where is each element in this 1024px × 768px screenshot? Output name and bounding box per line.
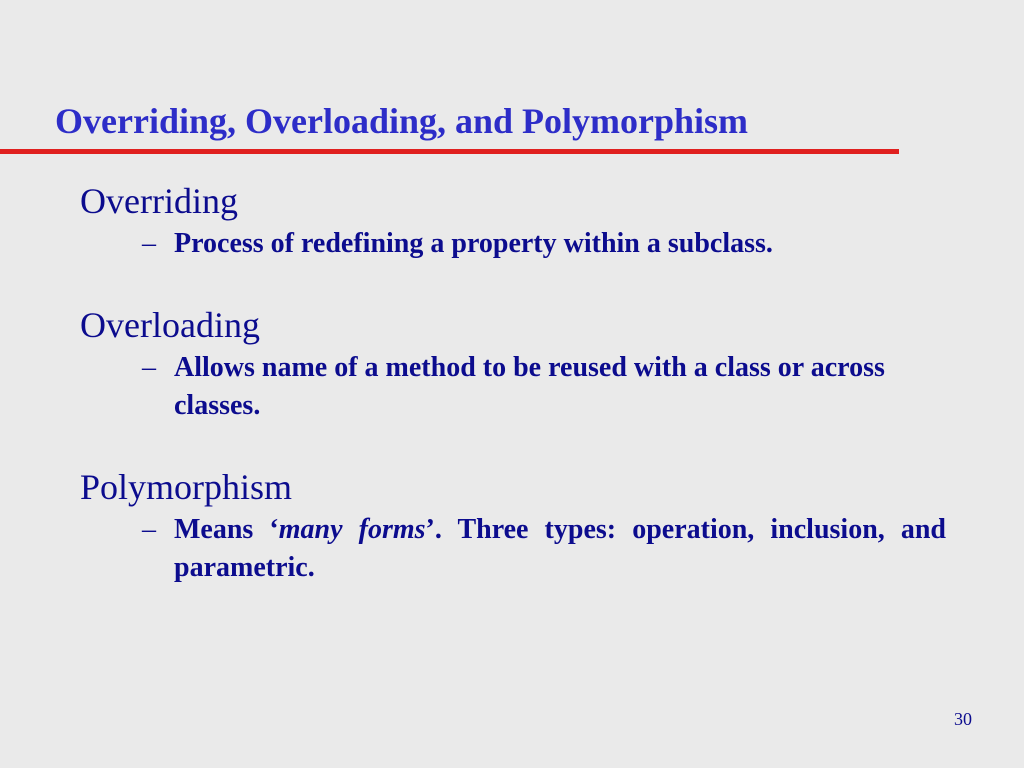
sub-bullet-text: Process of redefining a property within a subclass. [174,228,773,259]
sub-bullet [80,511,946,587]
page-number: 30 [954,709,972,729]
slide-title: Overriding, Overloading, and Polymorphism [55,101,749,141]
dash-bullet: – [142,514,156,545]
sub-bullet [80,225,946,263]
slide-content [80,179,946,627]
text-before: Means ‘ [174,514,279,545]
sub-bullet [80,349,946,425]
emphasis-text: many forms [278,514,426,545]
bullet-heading: Polymorphism [80,467,293,507]
dash-bullet: – [142,228,156,259]
dash-bullet: – [142,352,156,383]
text-after: ’. Three types: operation, inclusion, and parametric. [174,514,947,583]
bullet-item-polymorphism [80,465,946,587]
sub-bullet-text: Allows name of a method to be reused with a class or across classes. [174,352,885,421]
bullet-item-overloading [80,303,946,425]
title-divider [0,149,899,154]
bullet-item-overriding [80,179,946,263]
bullet-heading: Overriding [80,181,238,221]
sub-bullet-text [174,511,946,587]
bullet-heading: Overloading [80,305,260,345]
